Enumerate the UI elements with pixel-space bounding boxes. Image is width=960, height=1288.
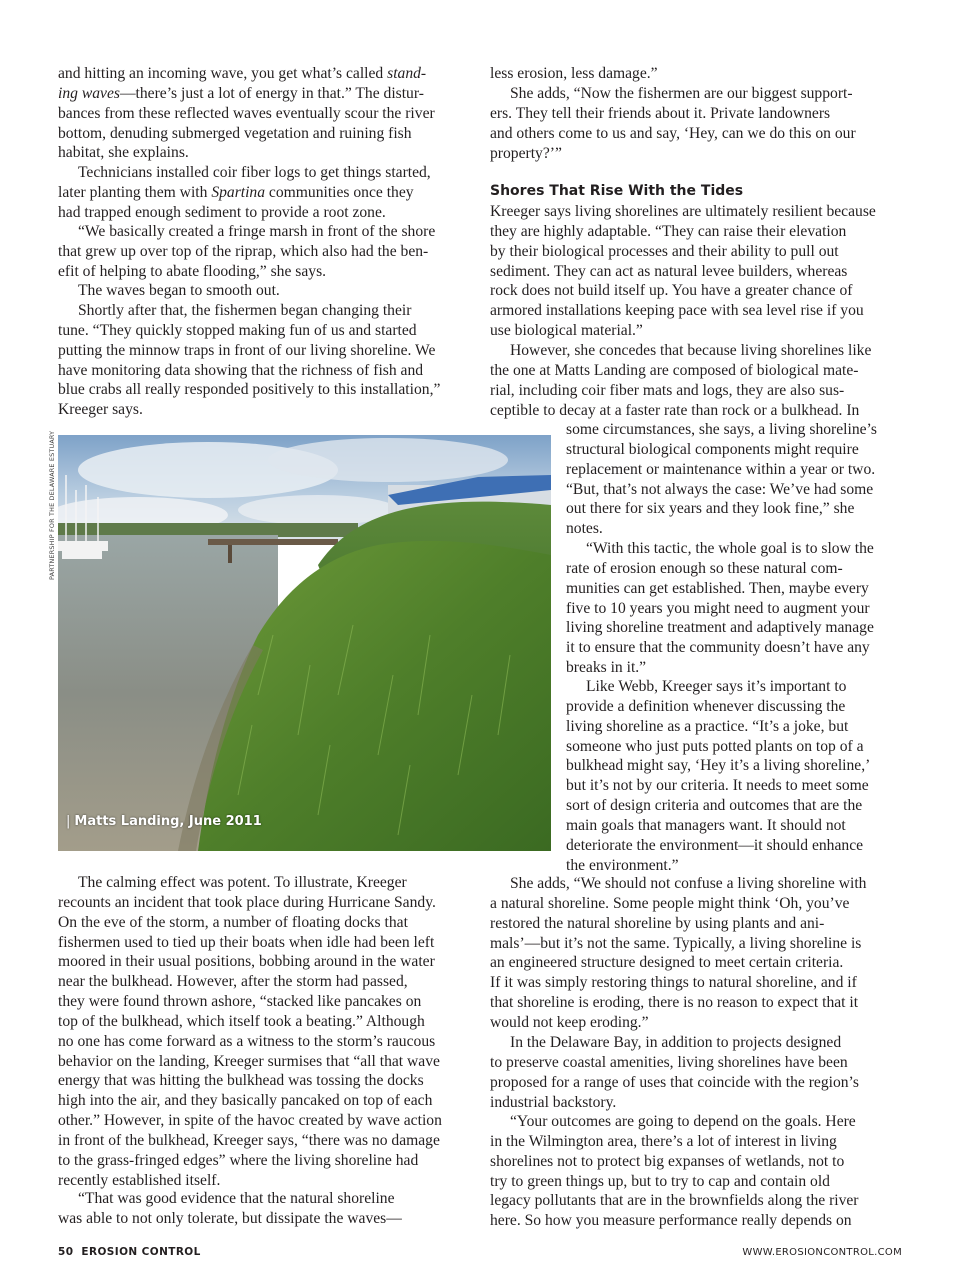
magazine-name: EROSION CONTROL — [81, 1246, 201, 1258]
left-paragraph-1: and hitting an incoming wave, you get what’s called stand- ing waves—there’s just a lot of energy in that.” The distur- bances from these reflected waves eventually scour the river bottom, denuding submerged vegetation and ruining fish habitat, she explains. — [58, 65, 435, 162]
boats — [58, 541, 108, 559]
right-paragraph-9: “Your outcomes are going to depend on the goals. Here in the Wilmington area, there’s a lot of interest in living shorelines not to protect big expanses of wetlands, not to try to green things up, but to try to cap and contain old legacy pollutants that are in the brownfields along the river here. So how you measure performance really depends on — [490, 1113, 859, 1230]
left-paragraph-5: Shortly after that, the fishermen began changing their tune. “They quickly stopped making fun of us and started putting the minnow traps in front of our living shoreline. We have monitoring data showing that the richness of fish and blue crabs all really responded positively to this installation,” Kreeger says. — [58, 302, 441, 419]
photo-credit: PARTNERSHIP FOR THE DELAWARE ESTUARY — [48, 430, 56, 580]
dock-posts — [228, 545, 232, 563]
left-paragraph-7: “That was good evidence that the natural shoreline was able to not only tolerate, but dissipate the waves— — [58, 1190, 402, 1227]
section-heading: Shores That Rise With the Tides — [490, 183, 744, 199]
right-paragraph-1: less erosion, less damage.” — [490, 65, 658, 82]
emphasis-standing-waves: stand- ing waves — [58, 65, 427, 102]
left-paragraph-4: The waves began to smooth out. — [78, 282, 280, 299]
right-paragraph-6: Like Webb, Kreeger says it’s important to provide a definition whenever discussing the living shoreline as a practice. “It’s a joke, but someone who just puts potted plants on top of a bulkhead might say, ‘Hey it’s a living shoreline,’ but it’s not by our criteria. It needs to meet some sort of design criteria and outcomes that are the main goals that managers want. It should not deteriorate the environment—it should enhance the environment.” — [566, 678, 871, 874]
emphasis-spartina: Spartina — [211, 183, 266, 201]
dock — [208, 539, 338, 545]
tree-line — [58, 523, 358, 537]
cloud — [268, 438, 508, 482]
page-number: 50 — [58, 1246, 74, 1258]
right-paragraph-2: She adds, “Now the fishermen are our biggest support- ers. They tell their friends about it. Private landowners and others come to us and say, ‘Hey, can we do this on our property?’” — [490, 85, 856, 162]
right-paragraph-3: Kreeger says living shorelines are ultimately resilient because they are highly adaptable. “They can raise their elevation by their biological processes and their ability to pull out sediment. They can act as natural levee builders, whereas rock does not build itself up. You have a greater chance of armored installations keeping pace with sea level rise if you use biological material.” — [490, 203, 876, 340]
right-paragraph-8: In the Delaware Bay, in addition to projects designed to preserve coastal amenities, living shorelines have been proposed for a range of uses that coincide with the region’s industrial backstory. — [490, 1034, 859, 1111]
left-paragraph-3: “We basically created a fringe marsh in front of the shore that grew up over top of the riprap, which also had the ben- efit of helping to abate flooding,” she says. — [58, 223, 436, 280]
matts-landing-photo — [58, 435, 551, 851]
left-paragraph-2: Technicians installed coir fiber logs to get things started, later planting them with Spartina communities once they had trapped enough sediment to provide a root zone. — [58, 164, 431, 221]
right-paragraph-4: However, she concedes that because living shorelines like the one at Matts Landing are composed of biological mate- rial, including coir fiber mats and logs, they are also sus- ceptible to decay at a faster rate than rock or a bulkhead. In — [490, 342, 872, 419]
footer-folio — [58, 1246, 201, 1258]
right-paragraph-5: “With this tactic, the whole goal is to slow the rate of erosion enough so these natural com- munities can get established. Then, maybe every five to 10 years you might need to augment your living shoreline treatment and adaptively manage it to ensure that the community doesn’t have any breaks in it.” — [566, 540, 874, 677]
footer-website: WWW.EROSIONCONTROL.COM — [742, 1247, 902, 1258]
left-paragraph-6: The calming effect was potent. To illustrate, Kreeger recounts an incident that took place during Hurricane Sandy. On the eve of the storm, a number of floating docks that fishermen used to tied up their boats when idle had been left moored in their usual positions, bobbing around in the water near the bulkhead. However, after the storm had passed, they were found thrown ashore, “stacked like pancakes on top of the bulkhead, which itself took a beating.” Although no one has come forward as a witness to the storm’s raucous behavior on the landing, Kreeger surmises that “all that wave energy that was hitting the bulkhead was tossing the docks high into the air, and they basically pancaked on top of each other.” However, in spite of the havoc created by wave action in front of the bulkhead, Kreeger says, “there was no damage to the grass-fringed edges” where the living shoreline had recently established itself. — [58, 874, 442, 1189]
photo-caption: | Matts Landing, June 2011 — [66, 814, 262, 829]
right-paragraph-4-continued: some circumstances, she says, a living shoreline’s structural biological components might require replacement or maintenance within a year or two. “But, that’s not always the case: We’ve had some out there for six years and they look fine,” she notes. — [566, 421, 877, 538]
right-paragraph-7: She adds, “We should not confuse a living shoreline with a natural shoreline. Some people might think ‘Oh, you’ve restored the natural shoreline by using plants and ani- mals’—but it’s not the same. Typically, a living shoreline is an engineered structure designed to meet certain criteria. If it was simply restoring things to natural shoreline, and if that shoreline is eroding, there is no reason to expect that it would not keep eroding.” — [490, 875, 867, 1031]
